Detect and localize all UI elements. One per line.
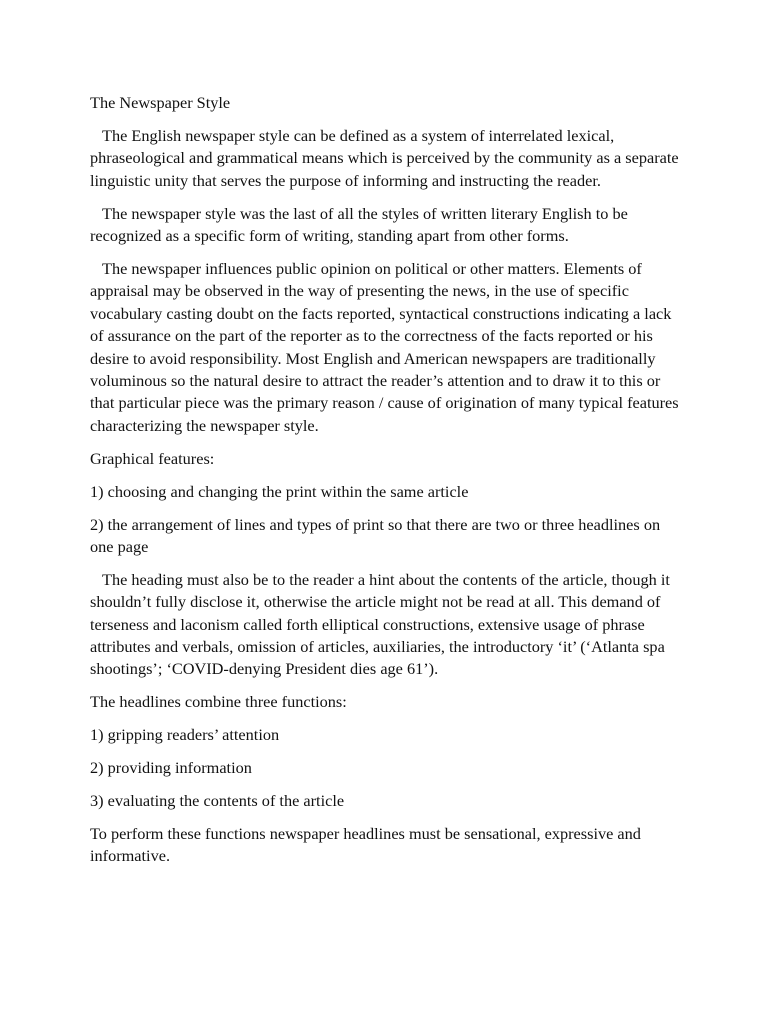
list-item: 1) gripping readers’ attention [90,725,280,745]
list-item: 3) evaluating the contents of the article [90,791,345,811]
list-item: 2) providing information [90,758,252,778]
functions-heading: The headlines combine three functions: [90,692,347,712]
paragraph-heading-hint: The heading must also be to the reader a hint about the contents of the article, though it shouldn’t fully disclose it, otherwise the article might not be read at all. This demand of terseness and laconism called forth elliptical constructions, extensive usage of phrase attributes and verbals, omission of articles, auxiliaries, the introductory ‘it’ (‘Atlanta spa shootings’; ‘COVID-denying President dies age 61’). [90,569,670,679]
paragraph-definition: The English newspaper style can be defined as a system of interrelated lexical, phraseological and grammatical means which is perceived by the community as a separate linguistic unity that serves the purpose of informing and instructing the reader. [90,125,679,190]
paragraph-influence: The newspaper influences public opinion on political or other matters. Elements of appraisal may be observed in the way of presenting the news, in the use of specific vocabulary casting doubt on the facts reported, syntactical constructions indicating a lack of assurance on the part of the reporter as to the correctness of the facts reported or his desire to avoid responsibility. Most English and American newspapers are traditionally voluminous so the natural desire to attract the reader’s attention and to draw it to this or that particular piece was the primary reason / cause of origination of many typical features characterizing the newspaper style. [90,258,679,435]
paragraph-conclusion: To perform these functions newspaper headlines must be sensational, expressive and informative. [90,823,641,866]
list-item: 2) the arrangement of lines and types of print so that there are two or three headlines on one page [90,514,661,556]
graphical-features-heading: Graphical features: [90,448,215,468]
document-page [90,92,680,878]
document-title: The Newspaper Style [90,93,231,112]
list-item: 1) choosing and changing the print within the same article [90,481,469,501]
paragraph-recognition: The newspaper style was the last of all the styles of written literary English to be recognized as a specific form of writing, standing apart from other forms. [90,203,628,246]
